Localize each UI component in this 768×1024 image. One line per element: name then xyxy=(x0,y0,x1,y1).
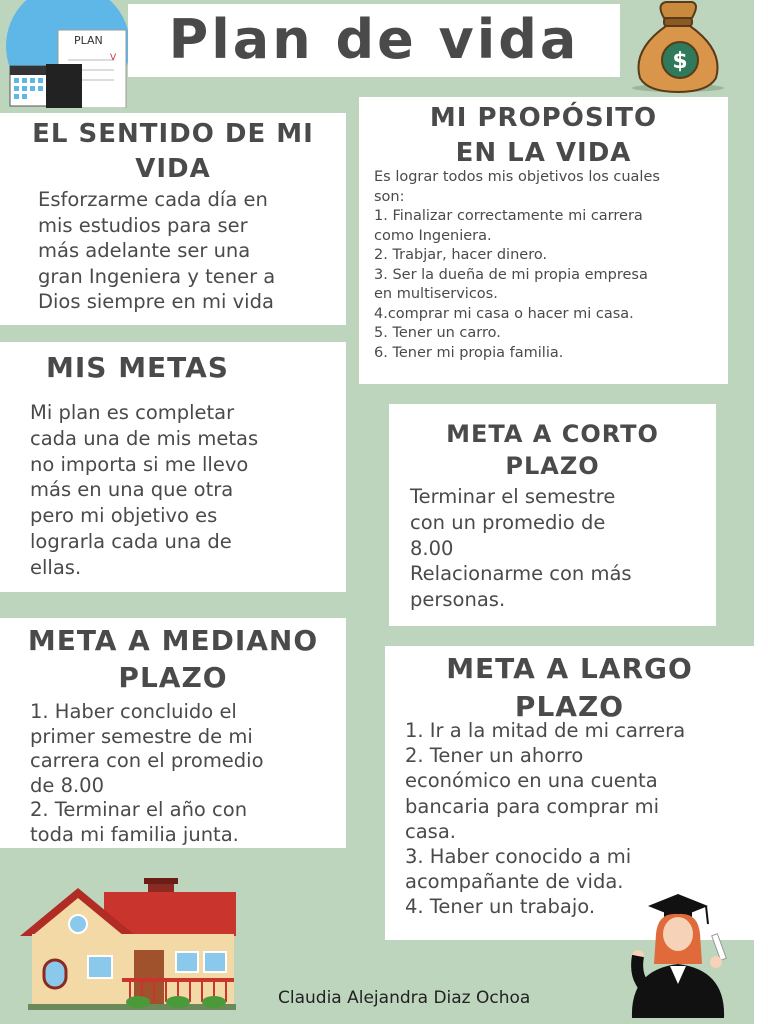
sentido-heading: EL SENTIDO DE MI VIDA xyxy=(32,119,314,184)
proposito-body: Es lograr todos mis objetivos los cuales son: 1. Finalizar correctamente mi carrera como Ingeniera. 2. Trabjar, hacer dinero. 3. Ser la dueña de mi propia empresa en multiservicos. 4.comprar mi casa o hacer mi casa. 5. Tener un carro. 6. Tener mi propia familia. xyxy=(374,169,660,361)
author-name: Claudia Alejandra Diaz Ochoa xyxy=(278,988,531,1008)
largo-body: 1. Ir a la mitad de mi carrera 2. Tener un ahorro económico en una cuenta bancaria para comprar mi casa. 3. Haber conocido a mi acompañante de vida. 4. Tener un trabajo. xyxy=(405,719,686,919)
card-mis-metas xyxy=(0,342,346,592)
largo-heading: META A LARGO PLAZO xyxy=(446,652,693,723)
page-title: Plan de vida xyxy=(168,8,580,71)
mediano-body: 1. Haber concluido el primer semestre de mi carrera con el promedio de 8.00 2. Terminar el año con toda mi familia junta. xyxy=(30,700,264,846)
title-banner xyxy=(128,4,620,77)
card-meta-mediano-plazo xyxy=(0,618,346,848)
mediano-heading: META A MEDIANO PLAZO xyxy=(27,624,319,694)
metas-heading: MIS METAS xyxy=(46,351,229,384)
card-meta-corto-plazo xyxy=(389,404,716,626)
plan-illustration xyxy=(6,0,130,108)
sentido-body: Esforzarme cada día en mis estudios para ser más adelante ser una gran Ingeniera y tener a Dios siempre en mi vida xyxy=(38,188,276,313)
logo-text: PLAN xyxy=(74,34,103,47)
graduate-icon xyxy=(620,894,736,1018)
metas-body: Mi plan es completar cada una de mis metas no importa si me llevo más en una que otra pero mi objetivo es lograrla cada una de ellas. xyxy=(30,401,259,579)
money-bag-icon xyxy=(626,0,730,94)
corto-heading: META A CORTO PLAZO xyxy=(446,420,659,480)
svg-text:$: $ xyxy=(672,49,688,74)
card-sentido-de-vida xyxy=(0,113,346,325)
svg-text:V: V xyxy=(110,53,117,63)
proposito-heading: MI PROPÓSITO EN LA VIDA xyxy=(429,103,658,168)
house-icon xyxy=(18,878,238,1010)
corto-body: Terminar el semestre con un promedio de 8.00 Relacionarme con más personas. xyxy=(410,485,632,612)
card-proposito xyxy=(359,97,728,384)
